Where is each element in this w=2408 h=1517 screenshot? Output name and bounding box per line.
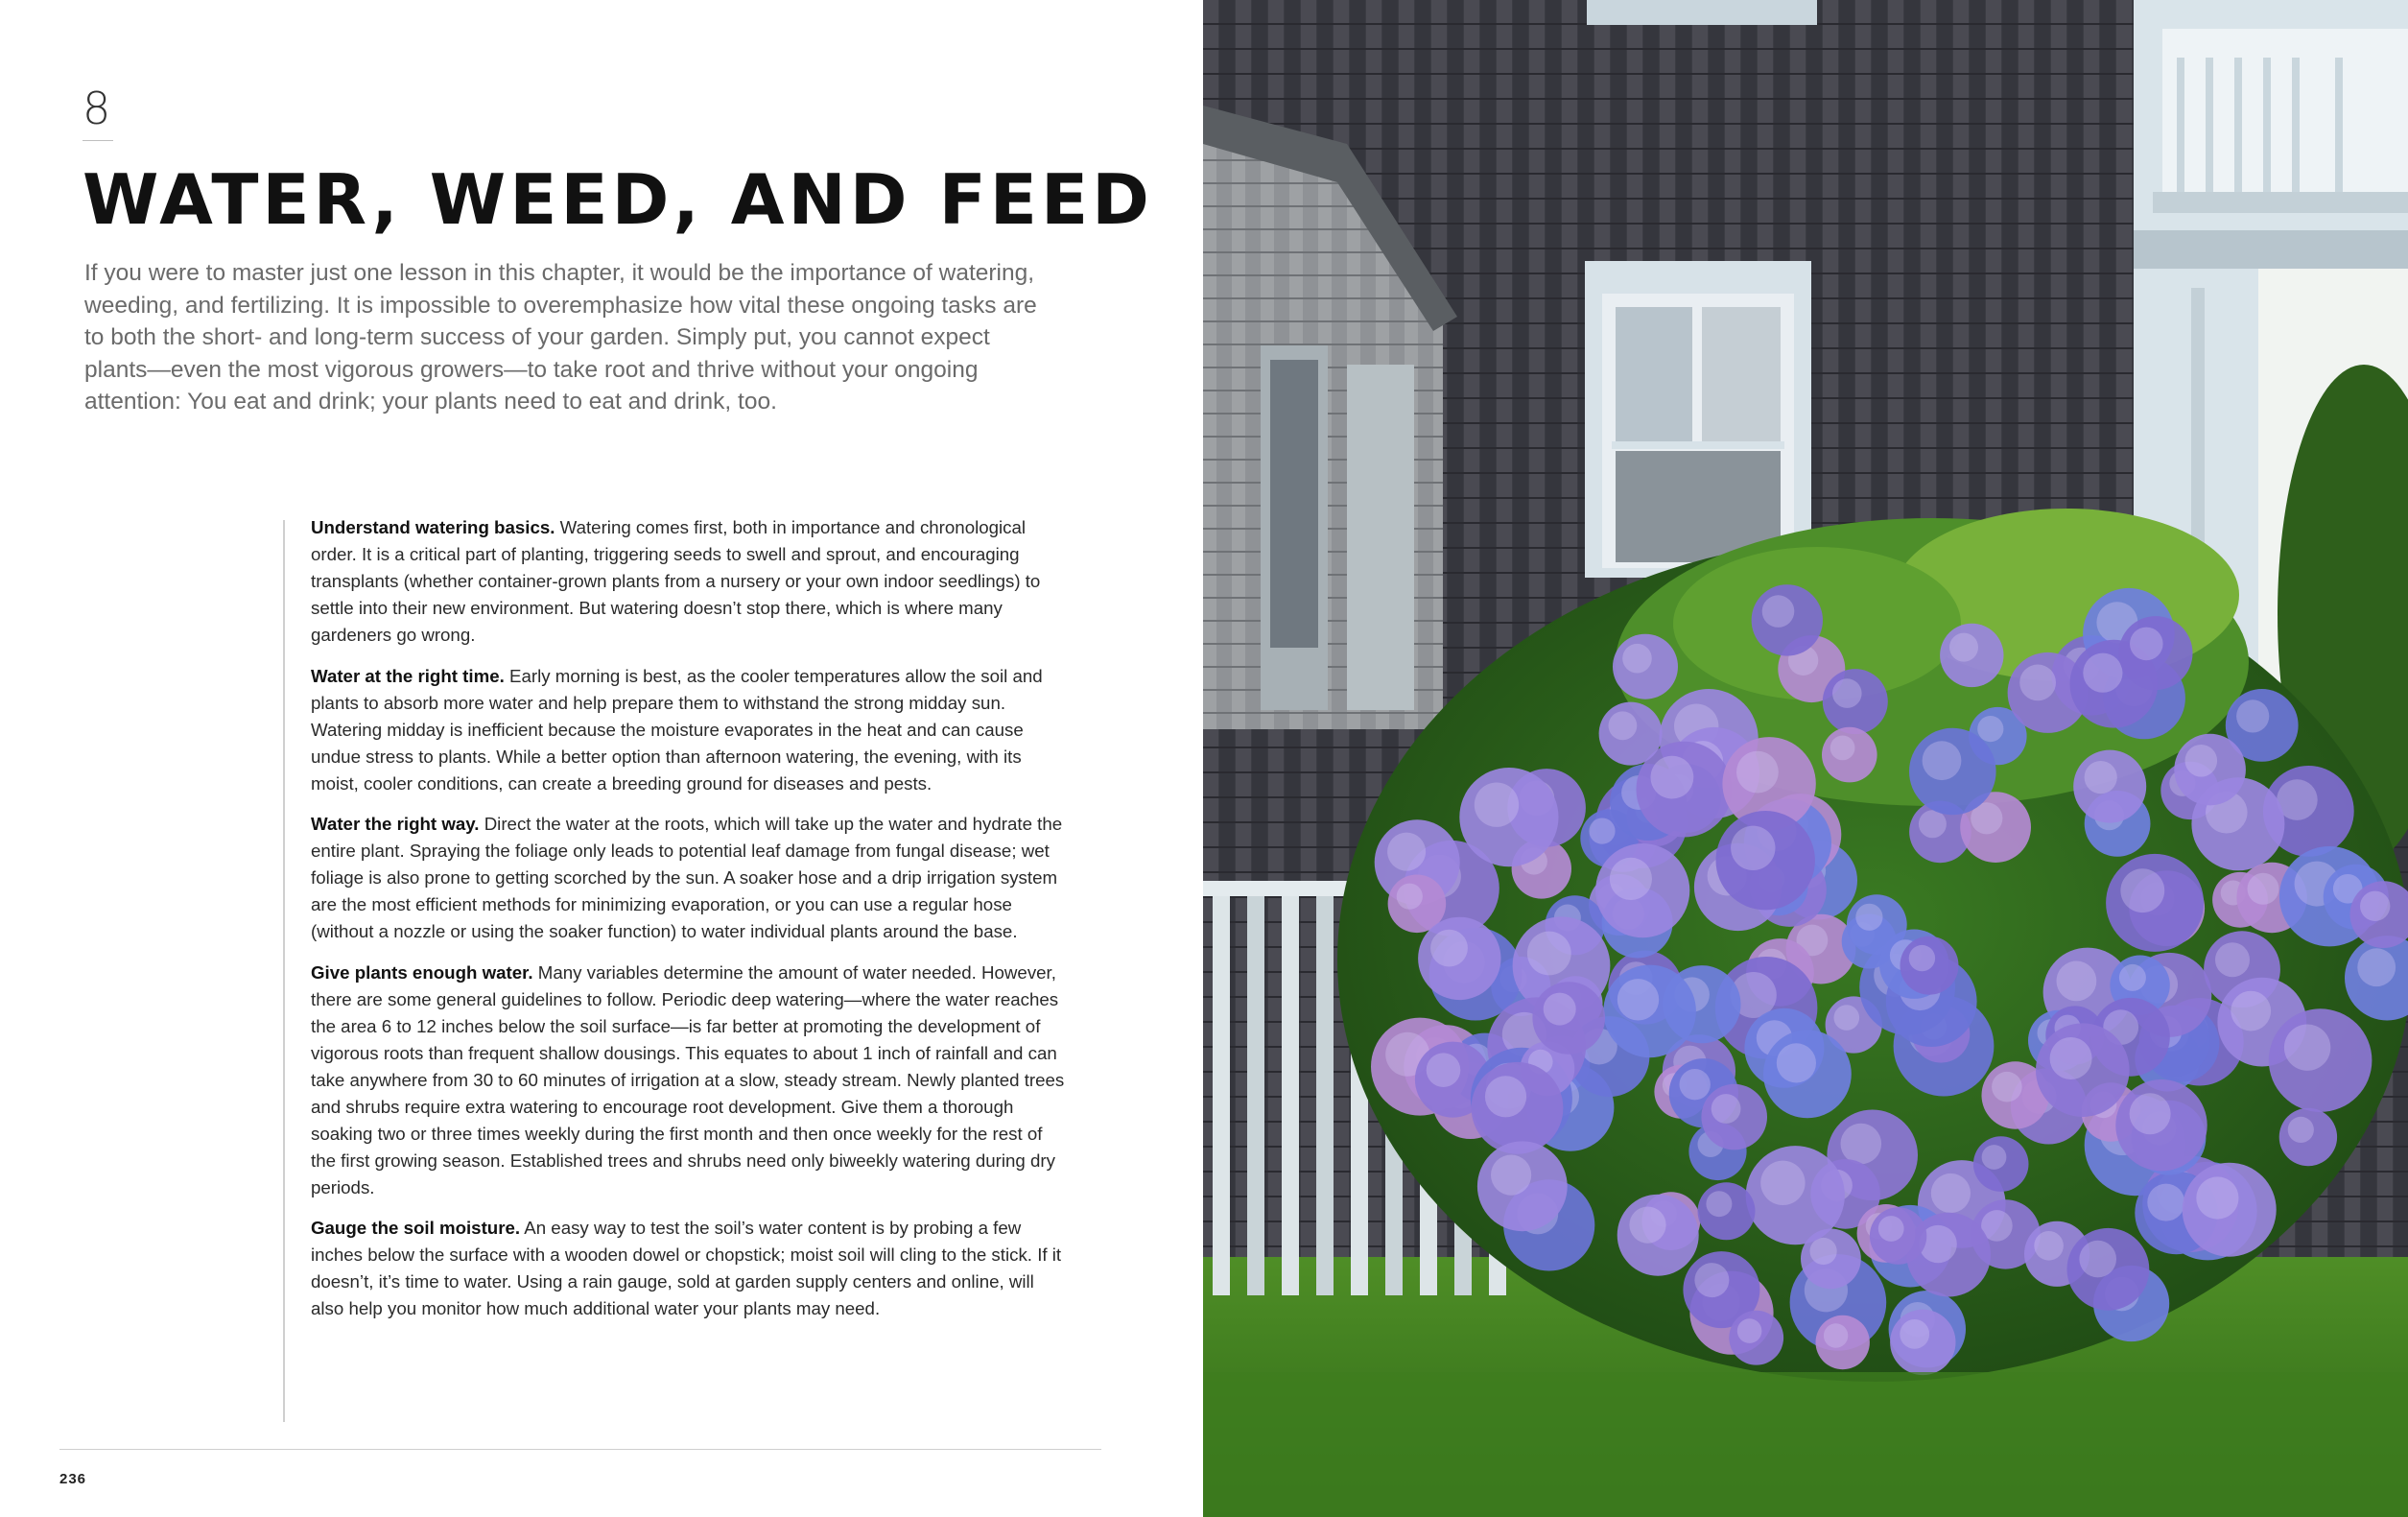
chapter-title: WATER, WEED, AND FEED — [83, 159, 1153, 240]
bloom-highlight — [1810, 1238, 1837, 1265]
page-number: 236 — [59, 1471, 87, 1487]
section-heading: Water the right way. — [311, 814, 480, 834]
section-text: Watering comes first, both in importance and chronological order. It is a critical part of planting, triggering seeds to swell and sprout, and encouraging transplants (whether container-grown plants from a nursery or your own indoor seedlings) to settle into their new environment. But watering doesn’t stop there, which is where many gardeners go wrong. — [311, 517, 1041, 645]
bloom-highlight — [1694, 1263, 1729, 1297]
body-column — [311, 514, 1071, 1337]
bloom-highlight — [1841, 1124, 1882, 1165]
bloom-highlight — [1491, 1155, 1531, 1196]
column-rule — [283, 520, 285, 1422]
bloom-highlight — [1830, 736, 1855, 761]
bloom-highlight — [2196, 1176, 2238, 1219]
bloom-highlight — [1919, 810, 1947, 838]
bloom-highlight — [1712, 1094, 1741, 1124]
bloom-highlight — [1397, 884, 1423, 910]
bloom-highlight — [1609, 711, 1638, 740]
bloom-highlight — [2185, 745, 2218, 777]
section-heading: Give plants enough water. — [311, 961, 533, 983]
section-heading: Understand watering basics. — [311, 517, 555, 537]
hydrangea-illustration — [1203, 0, 2408, 1517]
bloom-highlight — [1982, 1145, 2007, 1170]
bloom-highlight — [2083, 653, 2122, 693]
bloom-highlight — [1909, 945, 1935, 971]
bloom-highlight — [1824, 1323, 1848, 1347]
bloom-highlight — [1931, 1173, 1971, 1213]
fence-picket — [1316, 892, 1334, 1295]
bloom-highlight — [1680, 1069, 1711, 1100]
bloom-highlight — [2019, 665, 2056, 701]
section-text: Early morning is best, as the cooler temperatures allow the soil and plants to absorb more water and help prepare them to withstand the strong midday sun. Watering midday is inefficient because the moisture evaporates in the heat and can cause undue stress to plants. While a better option than afternoon watering, the evening, with its moist, cooler conditions, can create a breeding ground for diseases and pests. — [311, 665, 1043, 794]
bloom-highlight — [2248, 873, 2279, 905]
bloom-highlight — [2360, 891, 2390, 921]
bloom-highlight — [2034, 1231, 2064, 1261]
bloom-highlight — [2057, 961, 2097, 1002]
bloom-highlight — [1589, 818, 1615, 844]
bloom-highlight — [2147, 1184, 2184, 1221]
section-text: Direct the water at the roots, which will take up the water and hydrate the entire plant. Spraying the foliage only leads to potential leaf damage from fungal disease; wet foliage is also prone to getting scorched by the sun. A soaker hose and a drip irrigation system are the most efficient methods for minimizing evaporation, or you can use a regular hose (without a nozzle or using the soaker function) to water individual plants around the base. — [311, 814, 1063, 941]
bloom-highlight — [1475, 783, 1519, 827]
section-watering-basics — [311, 514, 1071, 649]
bloom-highlight — [1485, 1076, 1526, 1117]
bloom-highlight — [1777, 1043, 1816, 1082]
bloom-highlight — [1900, 1319, 1929, 1349]
bloom-highlight — [1610, 858, 1652, 900]
chapter-number: 8 — [83, 86, 113, 141]
bloom-highlight — [1731, 826, 1775, 870]
bloom-highlight — [1430, 930, 1468, 967]
bloom-highlight — [2284, 1025, 2330, 1071]
left-page — [0, 0, 1203, 1517]
bloom-highlight — [2130, 1093, 2171, 1134]
bloom-highlight — [1651, 756, 1694, 799]
hydrangea-photo — [1203, 0, 2408, 1517]
bloom-highlight — [1629, 1207, 1665, 1244]
bloom-highlight — [1427, 1053, 1461, 1087]
bloom-highlight — [2130, 628, 2163, 661]
bloom-highlight — [2288, 1117, 2314, 1143]
bloom-highlight — [1834, 1005, 1860, 1031]
bloom-highlight — [1992, 1072, 2022, 1102]
bloom-highlight — [1387, 833, 1426, 871]
bloom-highlight — [1760, 1161, 1805, 1205]
bloom-highlight — [2050, 1037, 2092, 1079]
bloom-highlight — [2236, 699, 2269, 732]
bloom-highlight — [1977, 716, 2003, 742]
bloom-highlight — [1544, 993, 1576, 1026]
section-right-time — [311, 663, 1071, 797]
bloom-highlight — [2085, 761, 2117, 794]
bloom-highlight — [1527, 932, 1571, 976]
bloom-highlight — [1855, 904, 1882, 931]
bloom-highlight — [1949, 633, 1978, 662]
bloom-highlight — [2231, 991, 2271, 1031]
bloom-highlight — [2357, 948, 2396, 986]
bloom-highlight — [1622, 644, 1652, 674]
section-soil-moisture — [311, 1215, 1071, 1322]
bloom-highlight — [1617, 979, 1659, 1020]
bloom-highlight — [1762, 595, 1795, 628]
fence-picket — [1247, 892, 1264, 1295]
bloom-highlight — [2120, 868, 2164, 913]
section-text: An easy way to test the soil’s water content is by probing a few inches below the surface with a wooden dowel or chopstick; moist soil will cling to the stick. If it doesn’t, it’s time to water. Using a rain gauge, sold at garden supply centers and online, will also help you monitor how much additional water your plants may need. — [311, 1218, 1062, 1318]
chapter-intro: If you were to master just one lesson in this chapter, it would be the importance of watering, weeding, and fertilizing. It is impossible to overemphasize how vital these ongoing tasks are to both the short- and long-term success of your garden. Simply put, you cannot expect plants—even the most vigorous growers—to take root and thrive without your ongoing attention: You eat and drink; your plants need to eat and drink, too. — [84, 260, 1037, 415]
bloom-highlight — [1736, 751, 1779, 794]
section-right-way — [311, 811, 1071, 945]
bloom-highlight — [1923, 741, 1962, 780]
section-enough-water — [311, 960, 1071, 1201]
section-text: Many variables determine the amount of water needed. However, there are some general guidelines to follow. Periodic deep watering—where the water reaches the area 6 to 12 inches below the soil surface—is far better at promoting the development of vigorous roots than frequent shallow dousings. This equates to about 1 inch of rainfall and can take anywhere from 30 to 60 minutes of irrigation at a slow, steady stream. Newly planted trees and shrubs require extra watering to encourage root development. Give them a thorough soaking two or three times weekly during the first month and then once weekly for the rest of the first growing season. Established trees and shrubs need only biweekly watering during dry periods. — [311, 961, 1065, 1197]
section-heading: Gauge the soil moisture. — [311, 1218, 521, 1238]
bloom-highlight — [2079, 1241, 2116, 1278]
bloom-highlight — [2119, 964, 2146, 991]
bloom-highlight — [1832, 678, 1862, 708]
bloom-highlight — [2215, 942, 2250, 977]
bloom-highlight — [1706, 1191, 1732, 1217]
footer-rule — [59, 1449, 1101, 1450]
bloom-highlight — [1878, 1216, 1904, 1242]
fence-picket — [1282, 892, 1299, 1295]
bloom-highlight — [1737, 1318, 1762, 1343]
fence-picket — [1213, 892, 1230, 1295]
section-heading: Water at the right time. — [311, 665, 505, 686]
